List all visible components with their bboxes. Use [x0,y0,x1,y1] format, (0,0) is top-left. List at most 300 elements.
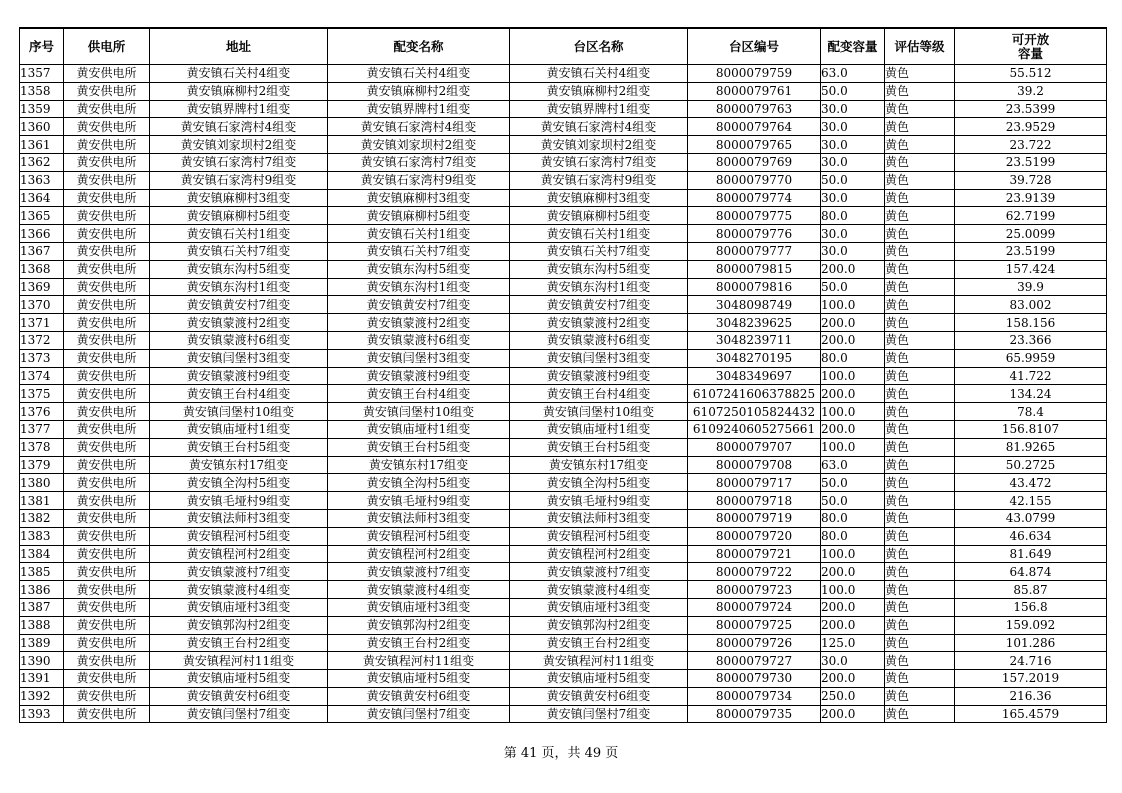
cell-supplier: 黄安供电所 [64,634,150,652]
cell-capacity: 80.0 [821,527,885,545]
cell-available: 216.36 [955,687,1107,705]
cell-area-name: 黄安镇麻柳村2组变 [510,82,688,100]
cell-address: 黄安镇麻柳村2组变 [150,82,328,100]
cell-index: 1361 [20,136,64,154]
cell-transformer-name: 黄安镇蒙渡村7组变 [328,563,510,581]
cell-address: 黄安镇王台村2组变 [150,634,328,652]
cell-area-code: 8000079765 [688,136,821,154]
table-row [20,616,1107,634]
cell-capacity: 250.0 [821,687,885,705]
cell-available: 23.9529 [955,118,1107,136]
cell-available: 81.649 [955,545,1107,563]
cell-level: 黄色 [885,118,955,136]
cell-index: 1392 [20,687,64,705]
cell-transformer-name: 黄安镇石家湾村7组变 [328,153,510,171]
cell-area-name: 黄安镇麻柳村3组变 [510,189,688,207]
cell-address: 黄安镇东村17组变 [150,456,328,474]
header-row [20,28,1107,65]
header-level: 评估等级 [885,28,955,65]
cell-transformer-name: 黄安镇界牌村1组变 [328,100,510,118]
cell-level: 黄色 [885,616,955,634]
cell-supplier: 黄安供电所 [64,687,150,705]
table-row [20,474,1107,492]
cell-area-code: 8000079764 [688,118,821,136]
cell-area-name: 黄安镇王台村2组变 [510,634,688,652]
cell-level: 黄色 [885,403,955,421]
cell-area-code: 8000079721 [688,545,821,563]
cell-transformer-name: 黄安镇闫堡村3组变 [328,349,510,367]
cell-area-code: 8000079723 [688,581,821,599]
cell-transformer-name: 黄安镇法师村3组变 [328,509,510,527]
table-row [20,225,1107,243]
cell-capacity: 30.0 [821,189,885,207]
table-row [20,153,1107,171]
cell-transformer-name: 黄安镇蒙渡村4组变 [328,581,510,599]
cell-index: 1375 [20,385,64,403]
cell-transformer-name: 黄安镇王台村2组变 [328,634,510,652]
cell-available: 165.4579 [955,705,1107,723]
cell-level: 黄色 [885,598,955,616]
cell-available: 39.2 [955,82,1107,100]
cell-available: 55.512 [955,65,1107,83]
cell-transformer-name: 黄安镇石家湾村4组变 [328,118,510,136]
cell-available: 43.472 [955,474,1107,492]
cell-level: 黄色 [885,420,955,438]
cell-supplier: 黄安供电所 [64,456,150,474]
cell-transformer-name: 黄安镇蒙渡村9组变 [328,367,510,385]
cell-level: 黄色 [885,189,955,207]
cell-supplier: 黄安供电所 [64,545,150,563]
cell-level: 黄色 [885,278,955,296]
cell-area-code: 8000079816 [688,278,821,296]
cell-area-code: 8000079722 [688,563,821,581]
cell-level: 黄色 [885,136,955,154]
cell-available: 43.0799 [955,509,1107,527]
table-row [20,634,1107,652]
cell-area-code: 3048098749 [688,296,821,314]
cell-index: 1373 [20,349,64,367]
table-row [20,492,1107,510]
cell-index: 1368 [20,260,64,278]
table-row [20,242,1107,260]
table-row [20,652,1107,670]
cell-index: 1367 [20,242,64,260]
cell-capacity: 30.0 [821,225,885,243]
cell-area-name: 黄安镇庙垭村3组变 [510,598,688,616]
cell-area-name: 黄安镇王台村5组变 [510,438,688,456]
cell-available: 65.9959 [955,349,1107,367]
table-row [20,349,1107,367]
cell-capacity: 200.0 [821,670,885,688]
table-row [20,420,1107,438]
table-row [20,331,1107,349]
cell-capacity: 100.0 [821,581,885,599]
cell-index: 1369 [20,278,64,296]
cell-capacity: 200.0 [821,331,885,349]
cell-transformer-name: 黄安镇庙垭村1组变 [328,420,510,438]
cell-supplier: 黄安供电所 [64,296,150,314]
cell-capacity: 63.0 [821,65,885,83]
table-row [20,118,1107,136]
cell-capacity: 30.0 [821,136,885,154]
cell-area-code: 8000079727 [688,652,821,670]
table-row [20,136,1107,154]
cell-level: 黄色 [885,260,955,278]
cell-supplier: 黄安供电所 [64,136,150,154]
cell-area-name: 黄安镇庙垭村5组变 [510,670,688,688]
cell-area-name: 黄安镇蒙渡村7组变 [510,563,688,581]
cell-transformer-name: 黄安镇程河村2组变 [328,545,510,563]
cell-transformer-name: 黄安镇王台村5组变 [328,438,510,456]
cell-address: 黄安镇闫堡村3组变 [150,349,328,367]
header-available-line1: 可开放 [1011,31,1050,47]
table-row [20,509,1107,527]
cell-area-name: 黄安镇毛垭村9组变 [510,492,688,510]
cell-transformer-name: 黄安镇东沟村5组变 [328,260,510,278]
cell-supplier: 黄安供电所 [64,438,150,456]
cell-supplier: 黄安供电所 [64,314,150,332]
header-area-name: 台区名称 [510,28,688,65]
cell-supplier: 黄安供电所 [64,171,150,189]
cell-transformer-name: 黄安镇庙垭村3组变 [328,598,510,616]
table-row [20,171,1107,189]
cell-area-name: 黄安镇全沟村5组变 [510,474,688,492]
table-row [20,367,1107,385]
cell-area-code: 8000079718 [688,492,821,510]
cell-area-name: 黄安镇刘家坝村2组变 [510,136,688,154]
cell-available: 50.2725 [955,456,1107,474]
cell-address: 黄安镇程河村11组变 [150,652,328,670]
cell-capacity: 100.0 [821,367,885,385]
cell-area-name: 黄安镇石家湾村9组变 [510,171,688,189]
cell-supplier: 黄安供电所 [64,207,150,225]
cell-address: 黄安镇石家湾村9组变 [150,171,328,189]
cell-transformer-name: 黄安镇刘家坝村2组变 [328,136,510,154]
cell-area-code: 8000079719 [688,509,821,527]
cell-address: 黄安镇蒙渡村7组变 [150,563,328,581]
cell-level: 黄色 [885,296,955,314]
table-row [20,438,1107,456]
cell-index: 1393 [20,705,64,723]
cell-level: 黄色 [885,652,955,670]
cell-level: 黄色 [885,225,955,243]
cell-index: 1382 [20,509,64,527]
cell-level: 黄色 [885,385,955,403]
cell-level: 黄色 [885,474,955,492]
cell-supplier: 黄安供电所 [64,65,150,83]
cell-available: 23.5399 [955,100,1107,118]
cell-level: 黄色 [885,509,955,527]
cell-index: 1357 [20,65,64,83]
header-idx: 序号 [20,28,64,65]
table-row [20,296,1107,314]
cell-transformer-name: 黄安镇黄安村6组变 [328,687,510,705]
cell-transformer-name: 黄安镇石关村7组变 [328,242,510,260]
cell-supplier: 黄安供电所 [64,385,150,403]
cell-available: 134.24 [955,385,1107,403]
cell-address: 黄安镇郭沟村2组变 [150,616,328,634]
cell-index: 1360 [20,118,64,136]
cell-area-code: 3048239625 [688,314,821,332]
cell-capacity: 80.0 [821,207,885,225]
cell-level: 黄色 [885,670,955,688]
cell-address: 黄安镇王台村5组变 [150,438,328,456]
cell-level: 黄色 [885,242,955,260]
cell-area-code: 8000079774 [688,189,821,207]
cell-level: 黄色 [885,545,955,563]
cell-available: 23.722 [955,136,1107,154]
cell-area-name: 黄安镇闫堡村7组变 [510,705,688,723]
cell-supplier: 黄安供电所 [64,527,150,545]
cell-address: 黄安镇王台村4组变 [150,385,328,403]
table-row [20,385,1107,403]
table-row [20,403,1107,421]
cell-index: 1391 [20,670,64,688]
cell-area-code: 8000079770 [688,171,821,189]
cell-capacity: 100.0 [821,545,885,563]
table-row [20,260,1107,278]
cell-available: 81.9265 [955,438,1107,456]
cell-area-code: 8000079708 [688,456,821,474]
cell-capacity: 200.0 [821,563,885,581]
cell-area-code: 8000079735 [688,705,821,723]
cell-area-name: 黄安镇郭沟村2组变 [510,616,688,634]
cell-available: 39.728 [955,171,1107,189]
cell-index: 1381 [20,492,64,510]
cell-index: 1365 [20,207,64,225]
cell-available: 83.002 [955,296,1107,314]
cell-supplier: 黄安供电所 [64,598,150,616]
cell-address: 黄安镇石家湾村7组变 [150,153,328,171]
header-supplier: 供电所 [64,28,150,65]
cell-address: 黄安镇石关村1组变 [150,225,328,243]
cell-available: 157.424 [955,260,1107,278]
table-row [20,65,1107,83]
cell-available: 25.0099 [955,225,1107,243]
cell-address: 黄安镇蒙渡村4组变 [150,581,328,599]
cell-area-name: 黄安镇石关村4组变 [510,65,688,83]
cell-area-name: 黄安镇程河村2组变 [510,545,688,563]
cell-address: 黄安镇蒙渡村9组变 [150,367,328,385]
cell-supplier: 黄安供电所 [64,242,150,260]
cell-area-name: 黄安镇蒙渡村6组变 [510,331,688,349]
cell-capacity: 200.0 [821,314,885,332]
cell-capacity: 200.0 [821,705,885,723]
cell-supplier: 黄安供电所 [64,278,150,296]
cell-capacity: 200.0 [821,260,885,278]
cell-supplier: 黄安供电所 [64,474,150,492]
cell-available: 85.87 [955,581,1107,599]
cell-supplier: 黄安供电所 [64,581,150,599]
cell-index: 1390 [20,652,64,670]
cell-address: 黄安镇程河村2组变 [150,545,328,563]
table-row [20,456,1107,474]
cell-address: 黄安镇庙垭村5组变 [150,670,328,688]
cell-index: 1386 [20,581,64,599]
cell-transformer-name: 黄安镇程河村5组变 [328,527,510,545]
cell-supplier: 黄安供电所 [64,153,150,171]
cell-area-name: 黄安镇程河村5组变 [510,527,688,545]
cell-area-name: 黄安镇石家湾村4组变 [510,118,688,136]
table-row [20,82,1107,100]
table-row [20,581,1107,599]
cell-index: 1374 [20,367,64,385]
cell-area-code: 3048349697 [688,367,821,385]
table-row [20,545,1107,563]
cell-area-name: 黄安镇蒙渡村2组变 [510,314,688,332]
cell-level: 黄色 [885,367,955,385]
cell-available: 156.8 [955,598,1107,616]
cell-level: 黄色 [885,492,955,510]
table-row [20,563,1107,581]
cell-transformer-name: 黄安镇麻柳村2组变 [328,82,510,100]
cell-address: 黄安镇全沟村5组变 [150,474,328,492]
cell-area-name: 黄安镇闫堡村3组变 [510,349,688,367]
cell-level: 黄色 [885,331,955,349]
cell-area-code: 8000079734 [688,687,821,705]
cell-level: 黄色 [885,563,955,581]
cell-area-name: 黄安镇麻柳村5组变 [510,207,688,225]
table-row [20,687,1107,705]
cell-address: 黄安镇庙垭村3组变 [150,598,328,616]
cell-capacity: 100.0 [821,296,885,314]
cell-available: 42.155 [955,492,1107,510]
cell-area-code: 6109240605275661 [688,420,821,438]
cell-address: 黄安镇东沟村5组变 [150,260,328,278]
cell-available: 158.156 [955,314,1107,332]
cell-transformer-name: 黄安镇石关村4组变 [328,65,510,83]
cell-area-code: 3048239711 [688,331,821,349]
cell-level: 黄色 [885,349,955,367]
cell-address: 黄安镇蒙渡村6组变 [150,331,328,349]
cell-available: 159.092 [955,616,1107,634]
header-capacity: 配变容量 [821,28,885,65]
cell-index: 1378 [20,438,64,456]
cell-area-code: 8000079769 [688,153,821,171]
cell-transformer-name: 黄安镇石关村1组变 [328,225,510,243]
cell-capacity: 200.0 [821,385,885,403]
cell-capacity: 125.0 [821,634,885,652]
cell-address: 黄安镇闫堡村10组变 [150,403,328,421]
cell-area-name: 黄安镇石关村1组变 [510,225,688,243]
cell-address: 黄安镇闫堡村7组变 [150,705,328,723]
cell-capacity: 80.0 [821,509,885,527]
table-row [20,278,1107,296]
cell-supplier: 黄安供电所 [64,563,150,581]
cell-index: 1358 [20,82,64,100]
cell-address: 黄安镇石家湾村4组变 [150,118,328,136]
cell-area-name: 黄安镇东沟村1组变 [510,278,688,296]
cell-address: 黄安镇庙垭村1组变 [150,420,328,438]
cell-available: 39.9 [955,278,1107,296]
cell-supplier: 黄安供电所 [64,225,150,243]
cell-address: 黄安镇黄安村7组变 [150,296,328,314]
cell-supplier: 黄安供电所 [64,331,150,349]
table-row [20,705,1107,723]
cell-area-code: 6107250105824432 [688,403,821,421]
cell-area-code: 8000079775 [688,207,821,225]
cell-capacity: 80.0 [821,349,885,367]
cell-level: 黄色 [885,207,955,225]
cell-supplier: 黄安供电所 [64,509,150,527]
cell-index: 1387 [20,598,64,616]
cell-level: 黄色 [885,581,955,599]
table-row [20,100,1107,118]
cell-index: 1359 [20,100,64,118]
cell-area-code: 8000079725 [688,616,821,634]
cell-supplier: 黄安供电所 [64,100,150,118]
cell-area-name: 黄安镇黄安村7组变 [510,296,688,314]
cell-transformer-name: 黄安镇毛垭村9组变 [328,492,510,510]
cell-level: 黄色 [885,100,955,118]
cell-index: 1377 [20,420,64,438]
cell-address: 黄安镇石关村7组变 [150,242,328,260]
cell-available: 101.286 [955,634,1107,652]
cell-area-code: 8000079717 [688,474,821,492]
cell-capacity: 200.0 [821,598,885,616]
table-row [20,598,1107,616]
cell-available: 23.366 [955,331,1107,349]
cell-available: 23.9139 [955,189,1107,207]
cell-level: 黄色 [885,65,955,83]
header-address: 地址 [150,28,328,65]
cell-capacity: 63.0 [821,456,885,474]
cell-area-name: 黄安镇闫堡村10组变 [510,403,688,421]
cell-area-name: 黄安镇东村17组变 [510,456,688,474]
header-area-code: 台区编号 [688,28,821,65]
cell-available: 41.722 [955,367,1107,385]
cell-available: 23.5199 [955,153,1107,171]
cell-index: 1376 [20,403,64,421]
cell-area-name: 黄安镇法师村3组变 [510,509,688,527]
page-footer: 第 41 页，共 49 页 [503,746,619,761]
cell-capacity: 30.0 [821,652,885,670]
cell-level: 黄色 [885,171,955,189]
cell-level: 黄色 [885,314,955,332]
cell-capacity: 30.0 [821,118,885,136]
cell-available: 46.634 [955,527,1107,545]
cell-capacity: 50.0 [821,492,885,510]
cell-address: 黄安镇石关村4组变 [150,65,328,83]
cell-address: 黄安镇麻柳村5组变 [150,207,328,225]
cell-supplier: 黄安供电所 [64,82,150,100]
cell-available: 78.4 [955,403,1107,421]
cell-capacity: 200.0 [821,420,885,438]
cell-available: 64.874 [955,563,1107,581]
cell-area-code: 8000079777 [688,242,821,260]
cell-area-name: 黄安镇东沟村5组变 [510,260,688,278]
cell-level: 黄色 [885,82,955,100]
cell-transformer-name: 黄安镇闫堡村10组变 [328,403,510,421]
cell-transformer-name: 黄安镇蒙渡村2组变 [328,314,510,332]
cell-supplier: 黄安供电所 [64,616,150,634]
cell-supplier: 黄安供电所 [64,705,150,723]
cell-area-code: 8000079724 [688,598,821,616]
cell-index: 1366 [20,225,64,243]
cell-index: 1379 [20,456,64,474]
cell-level: 黄色 [885,153,955,171]
cell-address: 黄安镇毛垭村9组变 [150,492,328,510]
cell-available: 23.5199 [955,242,1107,260]
cell-transformer-name: 黄安镇麻柳村5组变 [328,207,510,225]
cell-transformer-name: 黄安镇蒙渡村6组变 [328,331,510,349]
cell-supplier: 黄安供电所 [64,652,150,670]
table-row [20,670,1107,688]
cell-transformer-name: 黄安镇东村17组变 [328,456,510,474]
cell-capacity: 50.0 [821,278,885,296]
cell-capacity: 30.0 [821,242,885,260]
cell-supplier: 黄安供电所 [64,367,150,385]
